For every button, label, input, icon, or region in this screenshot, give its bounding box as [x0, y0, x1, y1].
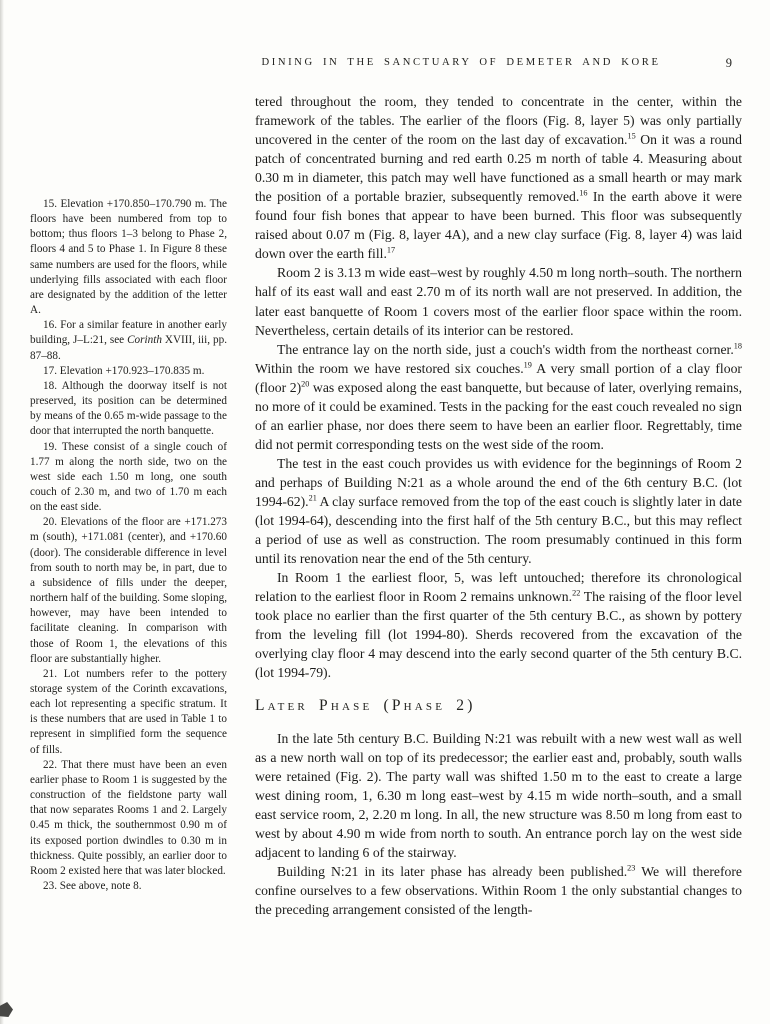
footnote-21: 21. Lot numbers refer to the pottery storage system of the Corinth excavations, each lot representing a specific stratum. It is these numbers that are used in Table 1 to represent in simplified form the sequence of fills.	[30, 667, 227, 756]
footnote-22: 22. That there must have been an even earlier phase to Room 1 is suggested by the construction of the fieldstone party wall that now separates Rooms 1 and 2. Largely 0.45 m thick, the southernmost 0.90 m of its exposed portion dwindles to 0.30 m in thickness. Quite possibly, an earlier door to Room 2 existed here that was later blocked.	[30, 758, 227, 877]
section-heading: Later Phase (Phase 2)	[255, 697, 476, 715]
footnote-20: 20. Elevations of the floor are +171.273 m (south), +171.081 (center), and +170.60 (door). The considerable difference in level from south to north may be, in part, due to a subsidence of fills under the deeper, northern half of the building. Some sloping, however, may have been intended to facilitate cleaning. In comparison with those of Room 1, the elevations of this floor are substantially higher.	[30, 516, 227, 665]
main-text-column	[255, 92, 742, 919]
footnote-15: 15. Elevation +170.850–170.790 m. The floors have been numbered from top to bottom; thus floors 1–3 belong to Phase 2, floors 4 and 5 to Phase 1. In Figure 8 these same numbers are used for the floors, while underlying fills associated with each floor are designated by the addition of the letter A.	[30, 198, 227, 317]
page-number: 9	[725, 56, 732, 70]
body-paragraph: Room 2 is 3.13 m wide east–west by roughly 4.50 m long north–south. The northern half of its east wall and east 2.70 m of its north wall are not preserved. In addition, the later east banquette of Room 1 covers most of the earlier floor space within the room. Nevertheless, certain details of its interior can be restored.	[255, 265, 742, 338]
footnote-column	[30, 197, 227, 894]
body-paragraph: tered throughout the room, they tended to concentrate in the center, within the framework of the tables. The earlier of the floors (Fig. 8, layer 5) was only partially uncovered in the center of the room on the last day of excavation.$^{15}$ On it was a round patch of concentrated burning and red earth 0.25 m north of table 4. Measuring about 0.30 m in diameter, this patch may well have functioned as a small hearth or may mark the position of a portable brazier, subsequently removed.$^{16}$ In the earth above it were found four fish bones that appear to have been burned. This floor was subsequently raised about 0.07 m (Fig. 8, layer 4A), and a new clay surface (Fig. 8, layer 4) was laid down over the earth fill.$^{17}$	[255, 94, 743, 262]
body-paragraph: The test in the east couch provides us with evidence for the beginnings of Room 2 and perhaps of Building N:21 as a whole around the end of the 6th century B.C. (lot 1994-62).$^{21}$ A clay surface removed from the top of the east couch is slightly later in date (lot 1994-64), descending into the first half of the 5th century B.C., but this may reflect a period of use as well as construction. The room presumably continued in this form until its renovation near the end of the 5th century.	[255, 455, 742, 567]
footnote-23: 23. See above, note 8.	[43, 880, 142, 893]
body-paragraph: In the late 5th century B.C. Building N:21 was rebuilt with a new west wall as well as a new north wall on top of its predecessor; the earlier east and, probably, south walls were retained (Fig. 2). The party wall was shifted 1.50 m to the east to create a large west dining room, 1, 6.30 m long east–west by 4.15 m wide north–south, and a small east service room, 2, 2.20 m long. In all, the new structure was 8.50 m long from east to west by about 4.90 m wide from north to south. An entrance porch lay on the west side adjacent to landing 6 of the stairway.	[255, 730, 742, 860]
running-head: DINING IN THE SANCTUARY OF DEMETER AND KORE	[261, 57, 661, 68]
footnote-17: 17. Elevation +170.923–170.835 m.	[43, 364, 205, 377]
body-paragraph: The entrance lay on the north side, just a couch's width from the northeast corner.$^{18}$ Within the room we have restored six couches.$^{19}$ A very small portion of a clay floor (floor 2)$^{20}$ was exposed along the east banquette, but because of later, overlying remains, no more of it could be examined. Tests in the packing for the east couch revealed no sign of an earlier phase, nor does there seem to have been an earlier floor. Regrettably, time did not permit corresponding tests on the west side of the room.	[255, 341, 742, 452]
footnote-19: 19. These consist of a single couch of 1.77 m along the north side, two on the west side each 1.50 m long, one south couch of 2.30 m, and two of 1.70 m each on the east side.	[30, 440, 227, 514]
scan-edge-shade	[0, 0, 4, 1024]
body-paragraph: Building N:21 in its later phase has already been published.$^{23}$ We will therefore confine ourselves to a few observations. Within Room 1 the only substantial changes to the preceding arrangement consisted of the length-	[255, 863, 742, 917]
body-paragraph: In Room 1 the earliest floor, 5, was left untouched; therefore its chronological relation to the earliest floor in Room 2 remains unknown.$^{22}$ The raising of the floor level took place no earlier than the first quarter of the 5th century B.C., as shown by pottery from the leveling fill (lot 1994-80). Sherds recovered from the excavation of the overlying clay floor 4 may descend into the early second quarter of the 5th century B.C. (lot 1994-79).	[255, 570, 742, 681]
footnote-18: 18. Although the doorway itself is not preserved, its position can be determined by means of the 0.65 m-wide passage to the door that interrupted the north banquette.	[30, 379, 227, 438]
footnote-16: 16. For a similar feature in another early building, J–L:21, see Corinth XVIII, iii, pp. 87–88.	[30, 319, 227, 362]
